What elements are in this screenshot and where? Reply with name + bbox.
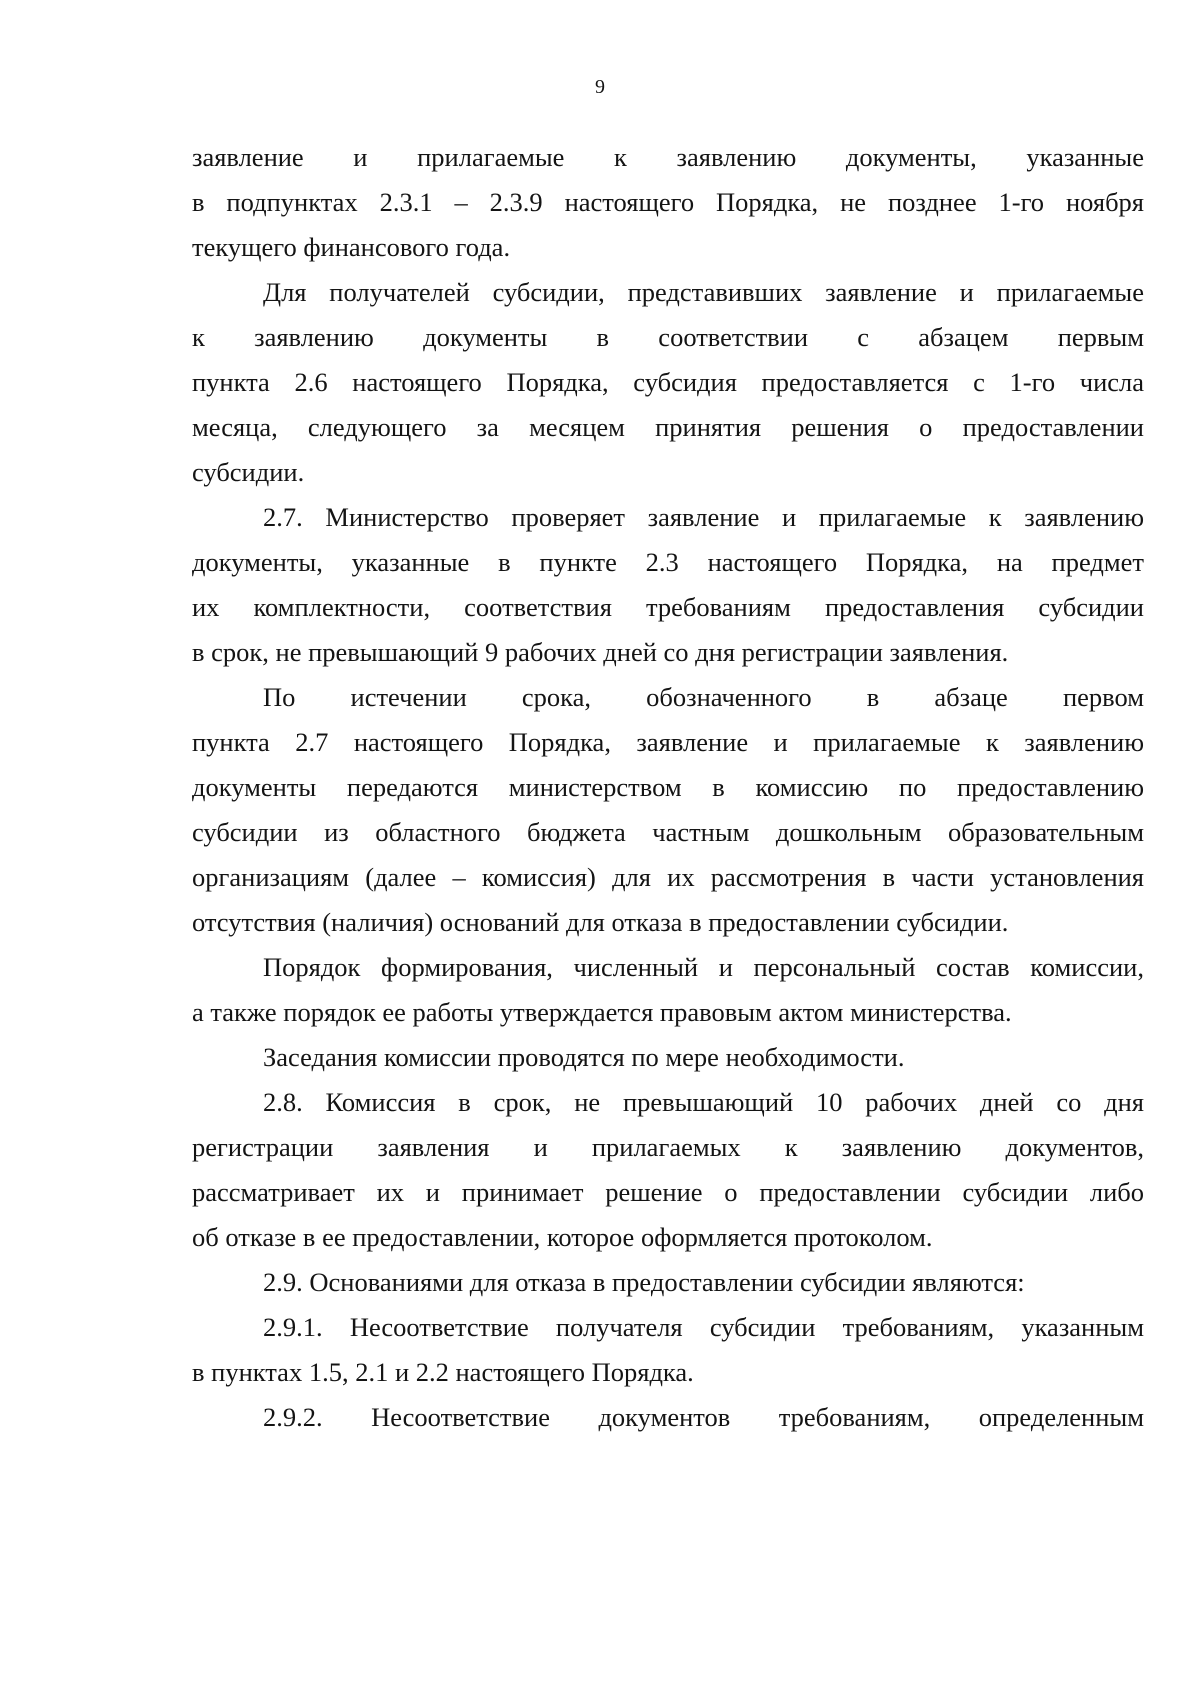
text-line: субсидии из областного бюджета частным дошкольным образовательным xyxy=(192,817,1144,847)
text-line: пункта 2.7 настоящего Порядка, заявление и прилагаемые к заявлению xyxy=(192,727,1144,757)
text-line: 2.9. Основаниями для отказа в предоставлении субсидии являются: xyxy=(263,1267,1025,1297)
text-line: их комплектности, соответствия требованиям предоставления субсидии xyxy=(192,592,1144,622)
text-line: Для получателей субсидии, представивших заявление и прилагаемые xyxy=(263,277,1144,307)
text-line: 2.9.1. Несоответствие получателя субсидии требованиям, указанным xyxy=(263,1312,1144,1342)
text-line: Заседания комиссии проводятся по мере необходимости. xyxy=(263,1042,905,1072)
text-line: текущего финансового года. xyxy=(192,232,511,262)
text-line: 2.7. Министерство проверяет заявление и прилагаемые к заявлению xyxy=(263,502,1144,532)
text-line: в срок, не превышающий 9 рабочих дней со дня регистрации заявления. xyxy=(192,637,1009,667)
text-line: организациям (далее – комиссия) для их рассмотрения в части установления xyxy=(192,862,1144,892)
text-line: По истечении срока, обозначенного в абзаце первом xyxy=(263,682,1144,712)
text-line: Порядок формирования, численный и персональный состав комиссии, xyxy=(263,952,1144,982)
text-line: документы передаются министерством в комиссию по предоставлению xyxy=(192,772,1144,802)
text-line: а также порядок ее работы утверждается правовым актом министерства. xyxy=(192,997,1012,1027)
text-line: регистрации заявления и прилагаемых к заявлению документов, xyxy=(192,1132,1144,1162)
text-line: 2.9.2. Несоответствие документов требованиям, определенным xyxy=(263,1402,1144,1432)
page-number: 9 xyxy=(595,76,605,98)
text-line: пункта 2.6 настоящего Порядка, субсидия предоставляется с 1-го числа xyxy=(192,367,1144,397)
text-line: заявление и прилагаемые к заявлению документы, указанные xyxy=(192,142,1144,172)
text-line: в пунктах 1.5, 2.1 и 2.2 настоящего Порядка. xyxy=(192,1357,694,1387)
text-line: 2.8. Комиссия в срок, не превышающий 10 рабочих дней со дня xyxy=(263,1087,1144,1117)
text-line: месяца, следующего за месяцем принятия решения о предоставлении xyxy=(192,412,1144,442)
text-line: об отказе в ее предоставлении, которое оформляется протоколом. xyxy=(192,1222,933,1252)
text-line: к заявлению документы в соответствии с абзацем первым xyxy=(192,322,1144,352)
text-line: отсутствия (наличия) оснований для отказа в предоставлении субсидии. xyxy=(192,907,1009,937)
text-line: субсидии. xyxy=(192,457,305,487)
text-line: документы, указанные в пункте 2.3 настоящего Порядка, на предмет xyxy=(192,547,1144,577)
text-line: в подпунктах 2.3.1 – 2.3.9 настоящего Порядка, не позднее 1-го ноября xyxy=(192,187,1144,217)
text-line: рассматривает их и принимает решение о предоставлении субсидии либо xyxy=(192,1177,1144,1207)
